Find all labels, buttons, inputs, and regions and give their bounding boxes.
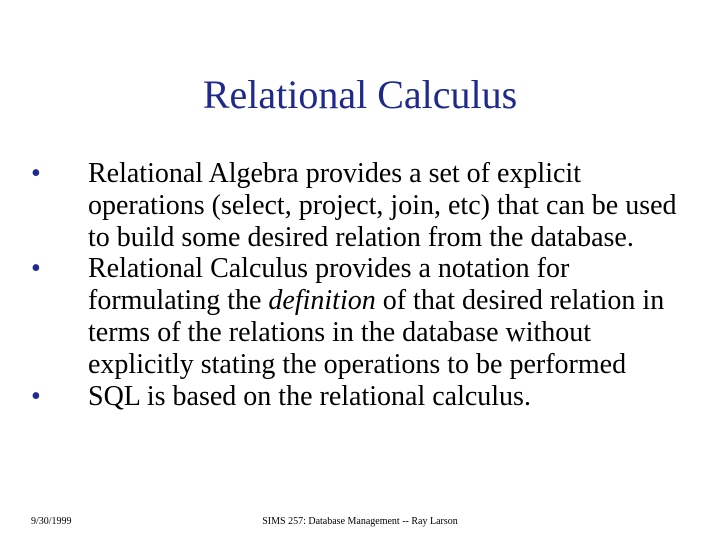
- bullet-list: [31, 158, 691, 412]
- slide-title: Relational Calculus: [202, 72, 518, 117]
- bullet-item: [31, 253, 691, 380]
- bullet-text: [88, 253, 664, 379]
- bullet-text: [88, 381, 531, 412]
- footer-course: SIMS 257: Database Management -- Ray Larson: [262, 516, 458, 527]
- bullet-dot-icon: •: [31, 380, 41, 412]
- bullet-text-emphasis: definition: [268, 285, 376, 317]
- bullet-item: [31, 158, 691, 253]
- bullet-text-part: Relational Algebra provides a set of explicit operations (select, project, join, etc) that can be used to build some desired relation from the database.: [88, 158, 677, 253]
- footer-date: 9/30/1999: [31, 516, 72, 527]
- bullet-text: [88, 158, 677, 253]
- bullet-text-part: Relational Calculus provides a notation for formulating the: [88, 253, 570, 317]
- bullet-text-part: SQL is based on the relational calculus.: [88, 380, 531, 412]
- bullet-text-part: of that desired relation in terms of the relations in the database without explicitly stating the operations to be performed: [88, 285, 665, 380]
- bullet-item: [31, 381, 691, 413]
- bullet-dot-icon: •: [31, 253, 41, 285]
- bullet-dot-icon: •: [31, 158, 41, 189]
